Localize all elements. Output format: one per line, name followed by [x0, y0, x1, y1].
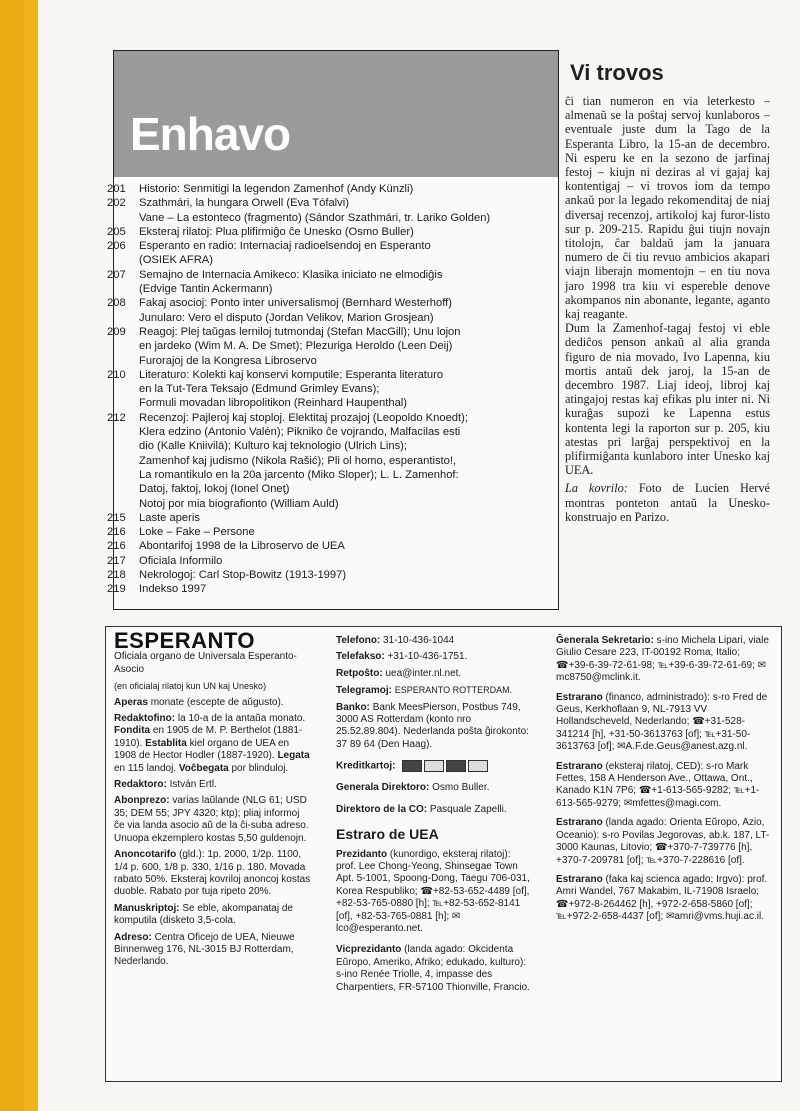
toc-page-number: 207	[107, 268, 126, 281]
estrarano-1-label: Estrarano	[556, 691, 603, 703]
toc-page-number: 202	[107, 197, 126, 210]
prezidanto-label: Prezidanto	[336, 848, 388, 860]
toc-page-number: 215	[107, 511, 126, 524]
toc-entry-line: Literaturo: Kolekti kaj konservi komputile; Esperanta literaturo	[139, 368, 444, 381]
manuskriptoj-label: Manuskriptoj:	[114, 902, 180, 914]
direktoro-co-text: Pasquale Zapelli.	[429, 803, 507, 815]
masthead-column-3	[556, 635, 771, 931]
toc-entry-line: Loke – Fake – Persone	[139, 526, 255, 539]
generala-sekretario-label: Ĝenerala Sekretario:	[556, 635, 654, 646]
toc-entry-line: Abontarifoj 1998 de la Libroservo de UEA	[139, 540, 345, 553]
toc-entry	[107, 554, 557, 568]
toc-entry	[107, 225, 557, 239]
telefakso-label: Telefakso:	[336, 651, 385, 663]
toc-entry	[107, 411, 557, 511]
generala-sekretario	[556, 635, 771, 685]
estrarano-3	[556, 817, 771, 867]
legata-text: en 115 landoj.	[114, 762, 177, 774]
mastercard-icon	[424, 760, 444, 772]
toc-entry	[107, 196, 557, 225]
toc-entry-line: Formuli movadan libropolitikon (Reinhard Haupenthal)	[139, 397, 408, 410]
contents-header	[114, 51, 558, 177]
telefakso-text: +31-10-436-1751.	[387, 651, 468, 663]
masthead-box	[105, 626, 782, 1082]
toc-entry	[107, 525, 557, 539]
vicprezidanto	[336, 944, 531, 994]
toc-page-number: 219	[107, 583, 126, 596]
kreditkartoj	[336, 760, 531, 773]
toc-entry	[107, 511, 557, 525]
kreditkartoj-label: Kreditkartoj:	[336, 760, 396, 772]
telefakso	[336, 651, 531, 663]
adreso-text: Centra Oficejo de UEA, Nieuwe Binnenweg 176, NL-3015 BJ Rotterdam, Nederlando.	[114, 931, 295, 968]
establita-label: Establita	[145, 737, 187, 749]
redaktofino	[114, 713, 312, 775]
vi-trovos-text	[565, 94, 770, 524]
toc-page-number: 217	[107, 554, 126, 567]
toc-page-number: 208	[107, 297, 126, 310]
estrarano-1	[556, 692, 771, 754]
toc-entry-line: Furorajoj de la Kongresa Libroservo	[139, 354, 317, 367]
generala-direktoro-text: Osmo Buller.	[432, 782, 490, 794]
toc-entry-line: Vane – La estonteco (fragmento) (Sándor Szathmári, tr. Lariko Golden)	[139, 211, 491, 224]
manuskriptoj-text: Se eble, akompanataj de komputila (disketo 3,5-cola.	[114, 902, 293, 927]
generala-sekretario-text: s-ino Michela Lipari, viale Giulio Cesare 223, IT-00192 Roma, Italio; ☎+39-6-39-72-61-98; ℡+39-6-39-72-61-69; ✉mc8750@mclink.it.	[556, 635, 769, 684]
toc-entry-line: en jardeko (Wim M. A. De Smet); Plezuriga Heroldo (Leen Deij)	[139, 340, 453, 353]
redaktoro-text: István Ertl.	[169, 779, 217, 791]
toc-entry-line: Oficiala Informilo	[139, 554, 223, 567]
toc-entry-line: Indekso 1997	[139, 583, 207, 596]
masthead-column-1	[114, 628, 312, 973]
anoncotarifo-text: (gld.): 1p. 2000, 1/2p. 1100, 1/4 p. 600, 1/8 p. 330, 1/16 p. 180. Movada rabato 50%. Eksteraj kovriloj anoncoj kostas duoble. Rabato por tuja ripeto 20%.	[114, 849, 311, 898]
toc-entry-line: Recenzoj: Pajleroj kaj stoploj. Elektitaj prozajoj (Leopoldo Knoedt);	[139, 411, 468, 424]
toc-entry-line: Historio: Senmitigi la legendon Zamenhof (Andy Künzli)	[139, 183, 414, 195]
fondita-text: en 1905 de M. P. Berthelot (1881-1910).	[114, 725, 303, 749]
direktoro-co	[336, 804, 531, 816]
telefono-text: 31-10-436-1044	[383, 635, 455, 646]
toc-entry-line: Reagoj: Plej taŭgas lerniloj tutmondaj (Stefan MacGill); Unu lojon	[139, 325, 461, 338]
manuskriptoj	[114, 903, 312, 928]
visa-card-icon	[402, 760, 422, 772]
banko-label: Banko:	[336, 701, 370, 713]
toc-entry-line: en la Tut-Tera Teksajo (Edmund Grimley Evans);	[139, 383, 380, 396]
toc-entry-line: Semajno de Internacia Amikeco: Klasika iniciato ne elmodiĝis	[139, 268, 443, 281]
toc-page-number: 210	[107, 368, 126, 381]
direktoro-co-label: Direktoro de la CO:	[336, 803, 428, 815]
toc-entry	[107, 368, 557, 411]
toc-entry-line: (OSIEK AFRA)	[139, 254, 213, 267]
establita-text: kiel organo de UEA en 1908 de Hector Hodler (1887-1920).	[114, 737, 290, 762]
estrarano-4	[556, 874, 771, 924]
vi-trovos-title: Vi trovos	[570, 60, 664, 85]
credit-card-icons	[402, 760, 488, 772]
toc-page-number: 216	[107, 540, 126, 553]
retposto-text: uea@inter.nl.net.	[385, 667, 462, 679]
telegramoj-label: Telegramoj:	[336, 685, 392, 697]
redaktofino-label: Redaktofino:	[114, 713, 176, 725]
abonprezo	[114, 795, 312, 845]
vi-trovos-paragraph-1: ĉi tian numeron en via leterkesto – almenaŭ se la poŝtaj servoj kunlaboros – eventuale juste dum la Tago de la Esperanta Libro, la 15-an de decembro. Ni esperu ke en la sezono de jarfinaj festoj – kiujn ni deziras al vi gajaj kaj kontentigaj – vi trovos iom da tempo ankaŭ por la legado rekomenditaj de niaj diversaj recenzoj, artikoloj kaj furor-listo sur p. 209-215. Rapidu ĝui tiujn novajn titolojn, ĉar baldaŭ jam la januara numero de ĉi tiu revuo ambicios akapari viajn liberajn momentojn – en tiu nova jaro 1998 tra kiu vi espereble denove akompanos nin abonante, legante, aganto kaj reagante.	[565, 94, 770, 322]
abonprezo-label: Abonprezo:	[114, 795, 170, 807]
toc-page-number: 206	[107, 240, 126, 253]
redaktoro	[114, 779, 312, 791]
abonprezo-text: varias laŭlande (NLG 61; USD 35; DEM 55; JPY 4320; ktp); pliaj informoj ĉe via landa asocio aŭ de la ĉi-suba adreso. Unuopa ekzemplero kostas 5,50 guldenojn.	[114, 795, 309, 844]
toc-entry	[107, 539, 557, 553]
banko	[336, 702, 531, 752]
estrarano-3-text: (landa agado: Orienta Eŭropo, Azio, Oceanio): s-ro Povilas Jegorovas, ab.k. 187, LT-3000 Kaunas, Litovio; ☎+370-7-739776 [h], +370-7-209781 [of]; ℡+370-7-228616 [of].	[556, 817, 770, 866]
telefono	[336, 635, 531, 647]
toc-page-number: 218	[107, 569, 126, 582]
toc-entry-line: Esperanto en radio: Internaciaj radioelsendoj en Esperanto	[139, 240, 431, 253]
estrarano-2-text: (eksteraj rilatoj, CED): s-ro Mark Fettes, 158 A Henderson Ave., Ottawa, Ont., Kanado K1N 7P6; ☎+1-613-565-9282; ℡+1-613-565-9279; ✉mfettes@magi.com.	[556, 760, 760, 809]
toc-entry-line: Datoj, faktoj, lokoj (Ionel Oneţ)	[139, 483, 290, 496]
toc-entry-line: Notoj por mia biografionto (William Auld)	[139, 497, 339, 510]
toc-entry	[107, 582, 557, 596]
aperas	[114, 697, 312, 709]
toc-entry-line: Junularo: Vero el disputo (Jordan Velikov, Marion Grosjean)	[139, 311, 434, 324]
estraro-title: Estraro de UEA	[336, 826, 439, 843]
estrarano-4-label: Estrarano	[556, 873, 603, 885]
adreso-label: Adreso:	[114, 931, 152, 943]
cover-caption-text: Foto de Lucien Hervé montras ponteton antaŭ la Unesko-konstruajo en Parizo.	[565, 481, 771, 524]
contents-title: Enhavo	[130, 108, 291, 160]
estrarano-3-label: Estrarano	[556, 817, 603, 829]
prezidanto	[336, 849, 531, 936]
banko-text: Bank MeesPierson, Postbus 749, 3000 AS Rotterdam (konto nro 25.52.89.804). Nederlanda poŝta ĝirokonto: 37 89 64 (Den Haag).	[336, 701, 529, 750]
toc-entry-line: Eksteraj rilatoj: Plua plifirmiĝo ĉe Unesko (Osmo Buller)	[139, 225, 414, 238]
contents-list	[107, 182, 557, 597]
telefono-label: Telefono:	[336, 635, 381, 646]
toc-entry-line: Klera edzino (Antonio Valén); Pikniko ĉe vojrando, Malfacilas esti	[139, 426, 461, 439]
retposto-label: Retpoŝto:	[336, 667, 383, 679]
toc-entry-line: Szathmári, la hungara Orwell (Eva Tófalvi)	[139, 197, 349, 210]
vicprezidanto-text: (landa agado: Okcidenta Eŭropo, Ameriko, Afriko; edukado, kulturo): s-ino Renée Triolle, 4, impasse des Charpentiers, FR-57100 Thionville, Francio.	[336, 944, 530, 993]
toc-page-number: 212	[107, 411, 126, 424]
redaktoro-label: Redaktoro:	[114, 779, 167, 791]
toc-entry-line: (Edvige Tantin Ackermann)	[139, 283, 273, 296]
vicprezidanto-label: Vicprezidanto	[336, 944, 402, 956]
contents-box	[107, 50, 559, 610]
estrarano-1-text: (financo, administrado): s-ro Fred de Geus, Kerkhoflaan 9, NL-7913 VV Hollandscheveld, Nederlando; ☎+31-528-341214 [h], +31-50-3613763 [of]; ℡+31-50-3613763 [of]; ✉A.F.de.Geus@anest.azg.nl.	[556, 691, 768, 753]
toc-entry-line: Nekrologoj: Carl Stop-Bowitz (1913-1997)	[139, 569, 347, 582]
organ-text: Oficiala organo de Universala Esperanto-Asocio	[114, 651, 297, 675]
eurocard-icon	[446, 760, 466, 772]
diners-card-icon	[468, 760, 488, 772]
binding-stripe-inner	[24, 0, 38, 1111]
vocbegata-text: por blinduloj.	[231, 762, 289, 774]
toc-entry	[107, 296, 557, 325]
masthead-column-2	[336, 635, 531, 1003]
anoncotarifo	[114, 849, 312, 899]
toc-page-number: 209	[107, 325, 126, 338]
toc-entry-line: Laste aperis	[139, 511, 200, 524]
vocbegata-label: Voĉbegata	[178, 762, 229, 774]
aperas-label: Aperas	[114, 696, 148, 708]
toc-entry-line: Zamenhof kaj judismo (Nikola Rašić); Pli ol homo, esperantisto!,	[139, 454, 457, 467]
aperas-text: monate (escepte de aŭgusto).	[150, 696, 284, 708]
estrarano-2	[556, 761, 771, 811]
toc-page-number: 205	[107, 225, 126, 238]
anoncotarifo-label: Anoncotarifo	[114, 849, 177, 861]
toc-entry-line: Fakaj asocioj: Ponto inter universalismoj (Bernhard Westerhoff)	[139, 297, 452, 310]
retposto	[336, 668, 531, 680]
cover-caption	[565, 481, 770, 524]
telegramoj-text: ESPERANTO ROTTERDAM.	[394, 685, 513, 696]
toc-entry-line: La romantikulo en la 20a jarcento (Miko Sloper); L. L. Zamenhof:	[139, 468, 459, 481]
toc-entry	[107, 239, 557, 268]
estrarano-2-label: Estrarano	[556, 760, 603, 772]
toc-page-number: 201	[107, 183, 126, 195]
esperanto-logo: ESPERANTO	[114, 628, 256, 653]
generala-direktoro	[336, 782, 531, 794]
toc-entry	[107, 268, 557, 297]
prezidanto-text: (kunordigo, eksteraj rilatoj): prof. Lee Chong-Yeong, Shinsegae Town Apt. 5-1001, Spoong-Dong, Taegu 706-031, Korea Respubliko; ☎+82-53-652-4489 [of], +82-53-765-0880 [h]; ℡+82-53-652-8141 [of], +82-53-765-0881 [h]; ✉lco@esperanto.net.	[336, 848, 530, 934]
adreso	[114, 932, 312, 969]
telegramoj	[336, 684, 531, 697]
estrarano-4-text: (faka kaj scienca agado; Irgvo): prof. Amri Wandel, 767 Makabim, IL-71908 Israelo; ☎+972-8-264462 [h], +972-2-658-5860 [of]; ℡+972-2-658-4437 [of]; ✉amri@vms.huji.ac.il.	[556, 873, 768, 923]
generala-direktoro-label: Generala Direktoro:	[336, 782, 430, 794]
toc-entry-line: dio (Kalle Kniivilä); Kulturo kaj teknologio (Ulrich Lins);	[139, 440, 407, 453]
toc-page-number: 216	[107, 526, 126, 539]
fondita-label: Fondita	[114, 725, 151, 737]
toc-entry	[107, 182, 557, 196]
toc-entry	[107, 325, 557, 368]
relations-text: (en oficialaj rilatoj kun UN kaj Unesko)	[114, 681, 267, 692]
vi-trovos-paragraph-2: Dum la Zamenhof-tagaj festoj vi eble dediĉos penson ankaŭ al alia granda figuro de nia movado, Ivo Lapenna, kiu mortis antaŭ dek jaroj, la 15-an de decembro 1987. Liaj ideoj, libroj kaj atingajoj restas kaj efikas plu inter ni. Ni kuraĝas supozi ke Lapenna estus kontenta legi la raporton sur p. 205, kiu atestas pri larĝaj perspektivoj en la plifirmiĝanta kunlaboro inter Unesko kaj UEA.	[565, 321, 770, 478]
legata-label: Legata	[277, 750, 310, 762]
toc-entry	[107, 568, 557, 582]
redaktofino-text: la 10-a de la antaŭa monato.	[177, 713, 306, 725]
cover-caption-label: La kovrilo:	[565, 481, 628, 496]
